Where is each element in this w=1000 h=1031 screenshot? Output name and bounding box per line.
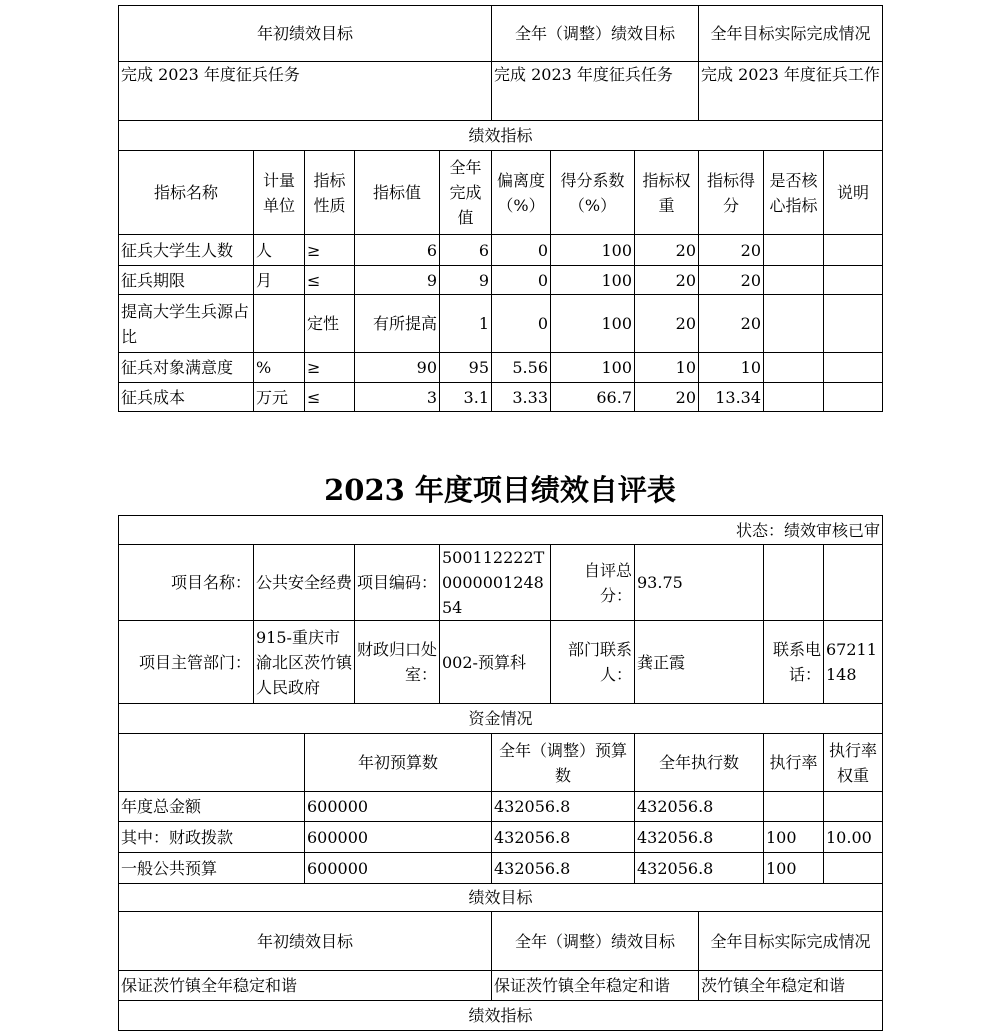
cell [764,353,824,383]
goal-value-actual: 完成 2023 年度征兵工作 [699,62,883,121]
cell: 20 [635,235,699,266]
cell: 20 [635,295,699,353]
table-row [119,235,883,266]
goal-value-initial: 保证茨竹镇全年稳定和谐 [119,971,492,1001]
col-header-score: 指标得分 [699,151,764,235]
self-score-label: 自评总分： [551,545,635,621]
cell: 征兵大学生人数 [119,235,254,266]
phone-value: 67211148 [824,621,883,704]
cell: 10 [635,353,699,383]
table-row [119,792,883,822]
col-header-weight: 指标权重 [635,151,699,235]
cell: 提高大学生兵源占比 [119,295,254,353]
contact-label: 部门联系人： [551,621,635,704]
finance-label: 财政归口处室： [355,621,440,704]
table-row [119,295,883,353]
cell: 432056.8 [635,853,764,884]
goal-header-adjusted: 全年（调整）绩效目标 [492,6,699,62]
goal-header-initial: 年初绩效目标 [119,912,492,971]
cell: 定性 [305,295,355,353]
col-header-indicator-name: 指标名称 [119,151,254,235]
cell: % [254,353,305,383]
project-name-value: 公共安全经费 [254,545,355,621]
goal-header-actual: 全年目标实际完成情况 [699,6,883,62]
table-row [119,383,883,412]
funds-header-executed: 全年执行数 [635,734,764,792]
funds-title: 资金情况 [119,704,883,734]
cell [824,266,883,295]
table-row [119,853,883,884]
cell: 13.34 [699,383,764,412]
cell: 年度总金额 [119,792,305,822]
cell [824,853,883,884]
goal-value-adjusted: 保证茨竹镇全年稳定和谐 [492,971,699,1001]
cell: ≥ [305,235,355,266]
cell: 600000 [305,853,492,884]
cell: 600000 [305,822,492,853]
funds-header-blank [119,734,305,792]
cell: 6 [355,235,440,266]
cell: 其中：财政拨款 [119,822,305,853]
goal-header-actual: 全年目标实际完成情况 [699,912,883,971]
funds-header-adjusted-budget: 全年（调整）预算数 [492,734,635,792]
contact-value: 龚正霞 [635,621,764,704]
cell: 20 [635,383,699,412]
cell: 1 [440,295,492,353]
cell: ≤ [305,266,355,295]
cell: 6 [440,235,492,266]
cell: ≥ [305,353,355,383]
cell: 0 [492,266,551,295]
table-row [119,266,883,295]
cell: 一般公共预算 [119,853,305,884]
cell: 20 [699,266,764,295]
funds-header-initial-budget: 年初预算数 [305,734,492,792]
cell: 0 [492,235,551,266]
cell: 100 [764,822,824,853]
cell: 432056.8 [492,853,635,884]
cell: 征兵对象满意度 [119,353,254,383]
cell: 432056.8 [492,822,635,853]
cell: 600000 [305,792,492,822]
cell: 人 [254,235,305,266]
funds-header-rate-weight: 执行率权重 [824,734,883,792]
goals-title: 绩效目标 [119,884,883,912]
project-code-label: 项目编码： [355,545,440,621]
cell: 有所提高 [355,295,440,353]
cell: 66.7 [551,383,635,412]
goal-header-adjusted: 全年（调整）绩效目标 [492,912,699,971]
project-code-value: 500112222T000000124854 [440,545,551,621]
cell: 9 [440,266,492,295]
cell [824,383,883,412]
cell: 3 [355,383,440,412]
cell: 90 [355,353,440,383]
cell [764,792,824,822]
empty-cell [764,545,824,621]
cell: 0 [492,295,551,353]
cell [824,235,883,266]
cell: 3.1 [440,383,492,412]
cell: 10 [699,353,764,383]
col-header-nature: 指标性质 [305,151,355,235]
cell: 征兵期限 [119,266,254,295]
cell: 20 [635,266,699,295]
cell [764,383,824,412]
col-header-actual: 全年完成值 [440,151,492,235]
phone-label: 联系电话： [764,621,824,704]
table-row [119,353,883,383]
cell: ≤ [305,383,355,412]
col-header-coefficient: 得分系数（%） [551,151,635,235]
cell [764,266,824,295]
dept-value: 915-重庆市渝北区茨竹镇人民政府 [254,621,355,704]
cell: 3.33 [492,383,551,412]
cell [254,295,305,353]
self-score-value: 93.75 [635,545,764,621]
cell [824,353,883,383]
col-header-target: 指标值 [355,151,440,235]
empty-cell [824,545,883,621]
status-text: 状态：绩效审核已审 [119,516,883,545]
cell: 100 [764,853,824,884]
goal-header-initial: 年初绩效目标 [119,6,492,62]
cell: 432056.8 [492,792,635,822]
performance-table-top [118,5,883,412]
col-header-note: 说明 [824,151,883,235]
col-header-unit: 计量单位 [254,151,305,235]
cell: 20 [699,295,764,353]
funds-header-rate: 执行率 [764,734,824,792]
cell: 100 [551,353,635,383]
cell: 征兵成本 [119,383,254,412]
document-title: 2023 年度项目绩效自评表 [324,473,676,507]
cell: 100 [551,266,635,295]
cell: 20 [699,235,764,266]
cell [764,235,824,266]
cell: 10.00 [824,822,883,853]
project-self-evaluation-table [118,515,883,1031]
cell: 月 [254,266,305,295]
cell: 5.56 [492,353,551,383]
indicators-title: 绩效指标 [119,1001,883,1031]
cell [824,792,883,822]
cell: 95 [440,353,492,383]
cell: 万元 [254,383,305,412]
cell: 100 [551,295,635,353]
finance-value: 002-预算科 [440,621,551,704]
project-name-label: 项目名称： [119,545,254,621]
dept-label: 项目主管部门： [119,621,254,704]
cell [764,295,824,353]
cell: 432056.8 [635,822,764,853]
col-header-core: 是否核心指标 [764,151,824,235]
goal-value-actual: 茨竹镇全年稳定和谐 [699,971,883,1001]
cell: 9 [355,266,440,295]
indicators-title: 绩效指标 [119,121,883,151]
goal-value-adjusted: 完成 2023 年度征兵任务 [492,62,699,121]
col-header-deviation: 偏离度（%） [492,151,551,235]
table-row [119,822,883,853]
goal-value-initial: 完成 2023 年度征兵任务 [119,62,492,121]
cell: 432056.8 [635,792,764,822]
cell: 100 [551,235,635,266]
cell [824,295,883,353]
